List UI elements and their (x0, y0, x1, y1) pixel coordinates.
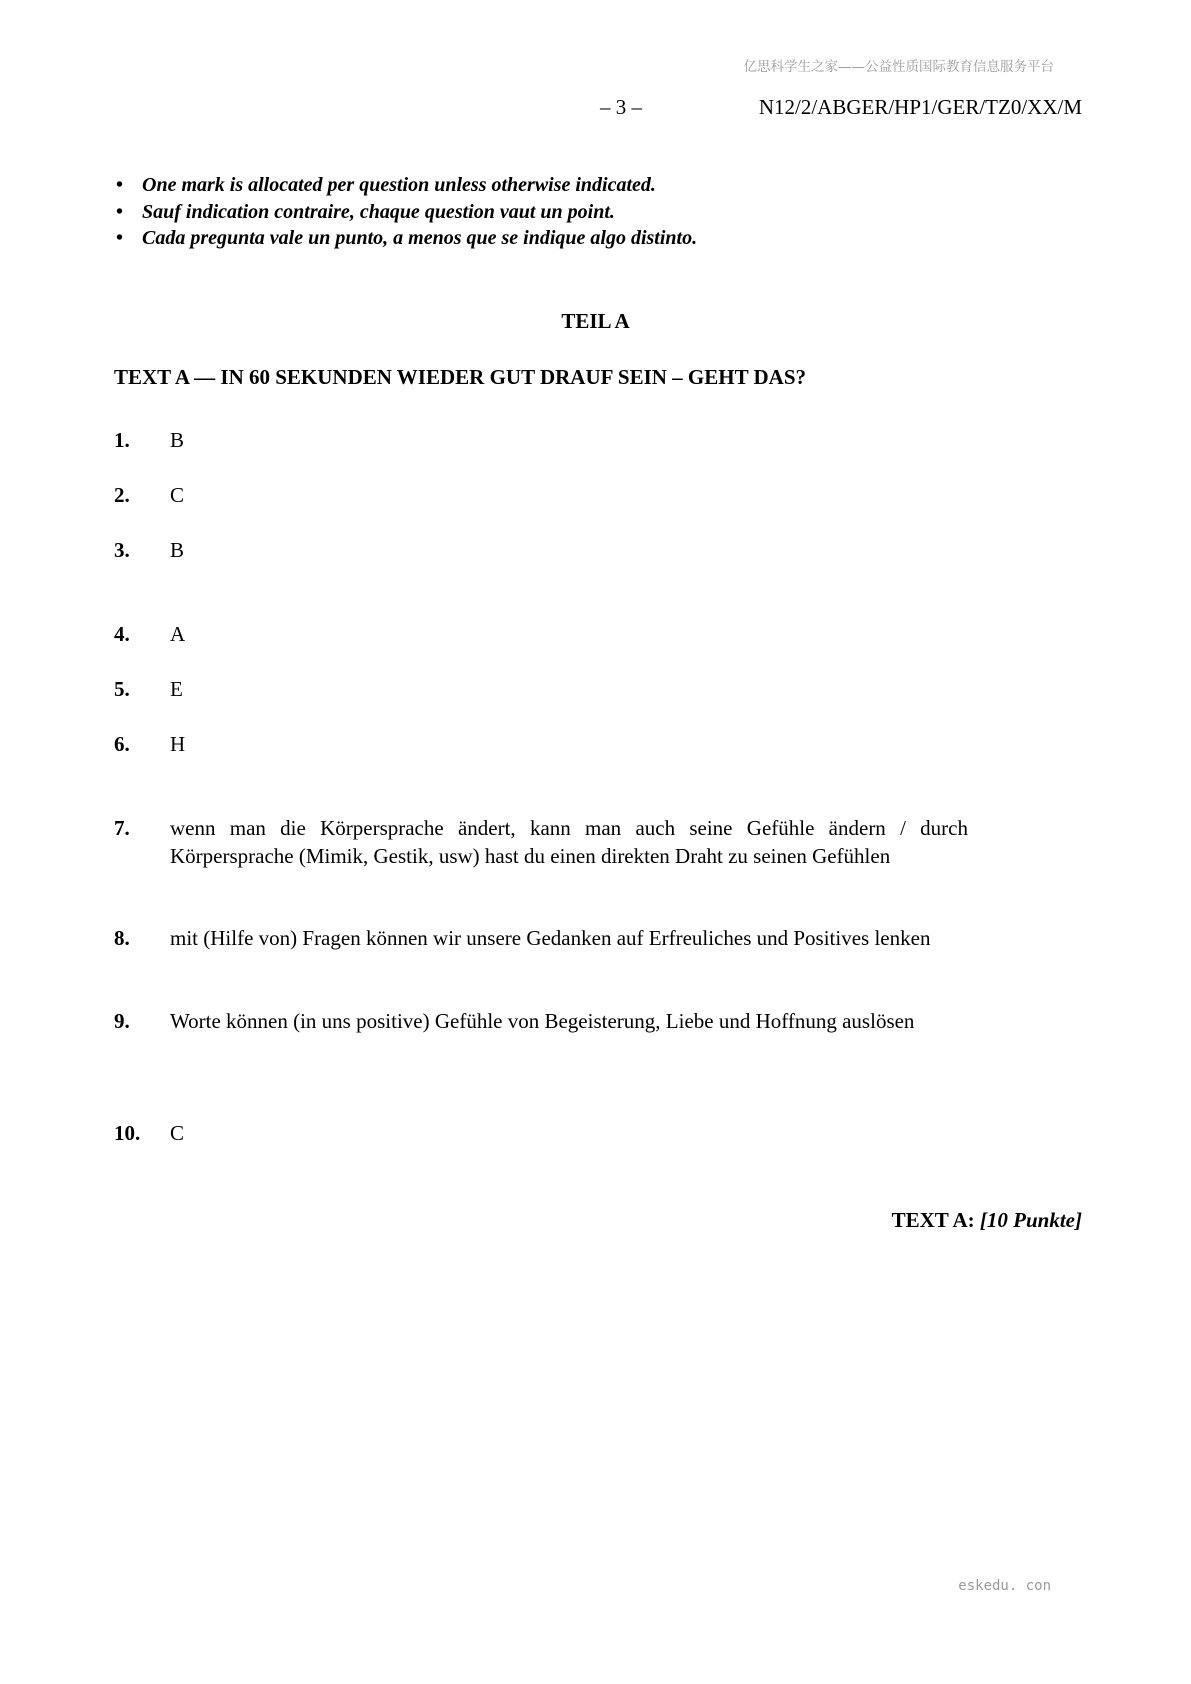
watermark-bottom: eskedu. con (958, 1578, 1051, 1594)
question-number: 1. (114, 428, 130, 452)
question-item (114, 536, 968, 564)
instruction-french: • Sauf indication contraire, chaque question vaut un point. (114, 199, 697, 226)
question-item (114, 481, 968, 509)
question-item (114, 675, 968, 703)
question-number: 7. (114, 816, 130, 840)
page-number: – 3 – (600, 95, 642, 119)
score-points: [10 Punkte] (979, 1208, 1082, 1232)
score-summary (892, 1208, 1082, 1233)
question-answer: A (170, 622, 186, 646)
text-title: TEXT A — IN 60 SEKUNDEN WIEDER GUT DRAUF SEIN – GEHT DAS? (114, 365, 806, 389)
question-number: 6. (114, 732, 130, 756)
question-answer: C (170, 1121, 185, 1145)
question-number: 9. (114, 1009, 130, 1033)
document-code: N12/2/ABGER/HP1/GER/TZ0/XX/M (758, 95, 1082, 119)
question-number: 2. (114, 483, 130, 507)
question-answer: mit (Hilfe von) Fragen können wir unsere Gedanken auf Erfreuliches und Positives lenken (170, 926, 931, 950)
question-answer: C (170, 483, 185, 507)
question-answer: Worte können (in uns positive) Gefühle von Begeisterung, Liebe und Hoffnung auslösen (170, 1009, 915, 1033)
question-number: 10. (114, 1121, 141, 1145)
question-item (114, 730, 968, 758)
section-title: TEIL A (561, 309, 630, 333)
question-item (114, 426, 968, 454)
question-item (114, 924, 968, 952)
instruction-spanish: • Cada pregunta vale un punto, a menos que se indique algo distinto. (114, 225, 697, 252)
question-answer: E (170, 677, 183, 701)
question-answer: H (170, 732, 186, 756)
score-label: TEXT A: (891, 1208, 975, 1232)
question-number: 5. (114, 677, 130, 701)
question-answer: B (170, 538, 185, 562)
question-answer: wenn man die Körpersprache ändert, kann man auch seine Gefühle ändern / durch Körpersprache (Mimik, Gestik, usw) hast du einen direkten Draht zu seinen Gefühlen (170, 816, 968, 868)
instructions-list (114, 172, 697, 252)
question-item (114, 620, 968, 648)
question-number: 4. (114, 622, 130, 646)
instruction-english: • One mark is allocated per question unless otherwise indicated. (114, 172, 697, 199)
watermark-top: 亿思科学生之家——公益性质国际教育信息服务平台 (743, 59, 1054, 75)
question-number: 3. (114, 538, 130, 562)
question-answer: B (170, 428, 185, 452)
question-item (114, 1007, 968, 1035)
question-number: 8. (114, 926, 130, 950)
question-item (114, 814, 968, 870)
question-item (114, 1119, 968, 1147)
